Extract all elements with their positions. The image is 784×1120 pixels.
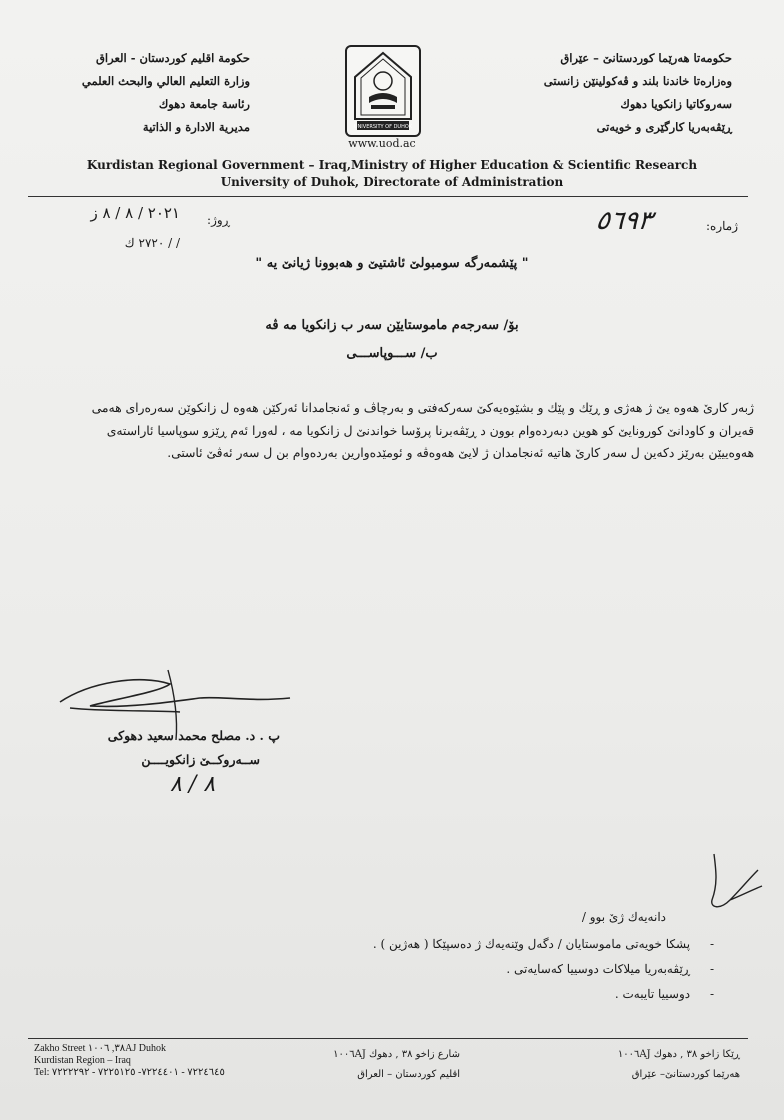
- body-line: هەوەییێن بەرێز دكەین ل سەر كارێ هاتیە ئەنجامدان ژ لایێ هەوەڤە و ئومێدەوارین بەردەوام بن ل سەر ئەڤێ ئاستی.: [167, 446, 754, 460]
- signatory-name: پ . د. مصلح محمد سعید دهوكی: [107, 728, 280, 743]
- footer-center: [300, 1045, 460, 1085]
- footer-left-line: Tel: ٧٢٢٤٦٤٥ - ٧٢٢٤٤٠١- ٧٢٢٥١٢٥ - ٧٢٢٢٢٩٢: [34, 1067, 225, 1078]
- slogan: " پێشمەرگە سومبولێ ئاشتیێ و هەبوونا ژیانێ یە ": [255, 256, 529, 271]
- date-line-1: ٢٠٢١ / ٨ / ٨ ز: [90, 204, 180, 222]
- date-line-2: / / ٢٧٢٠ ك: [124, 236, 180, 250]
- copies-item: [294, 962, 714, 976]
- recipient-line: بۆ/ سەرجەم ماموستایێن سەر ب زانكویا مە ڤە: [265, 318, 519, 333]
- number-value: ٥٦٩٣: [593, 206, 654, 236]
- footer-left-line: Kurdistan Region – Iraq: [34, 1055, 131, 1066]
- copies-item-text: پشكا خویەتی ماموستایان / دگەل وێنەیەك ژ دەسپێكا ( هەژین ) .: [372, 937, 691, 951]
- handwritten-date: ٨ / ٨: [170, 772, 216, 797]
- header-right-line: سەروكاتیا زانكویا دهوك: [620, 97, 732, 111]
- header-divider: [28, 196, 748, 197]
- header-right-block: [472, 47, 732, 139]
- initials-scribble-icon: [700, 850, 770, 920]
- copies-dash: -: [709, 987, 714, 1001]
- header-right-line: ڕێڤەبەریا كارگێری و خویەتی: [596, 120, 732, 134]
- footer-center-line: اقليم كوردستان – العراق: [357, 1069, 460, 1080]
- university-emblem-icon: [347, 47, 419, 135]
- body-line: قەیران و كاودانێ كورونایێ كو هوین دبەردەوام بوون د ڕێڤەبرنا پرۆسا خواندنێ ل زانكویا مە ، لەورا ئەم ڕێزو سوپاسیا ئاراستەی: [106, 423, 754, 438]
- website: www.uod.ac: [348, 137, 416, 150]
- university-logo: [345, 45, 421, 137]
- copies-item: [294, 987, 714, 1001]
- letter-body: [24, 397, 754, 465]
- header-left-line: مديرية الادارة و الذاتية: [142, 120, 250, 134]
- english-header-line2: University of Duhok, Directorate of Administration: [220, 175, 564, 189]
- copies-dash: -: [709, 962, 714, 976]
- copies-item-text: ڕێڤەبەریا میلاكات دوسییا كەسایەتی .: [506, 962, 691, 976]
- copies-item-text: دوسییا تایبەت .: [614, 987, 691, 1001]
- copies-item: [294, 937, 714, 951]
- header-right-line: حكومەتا هەرێما كوردستانێ – عێراق: [560, 51, 732, 65]
- footer-right: [540, 1045, 740, 1085]
- header-left-line: حكومة اقليم كوردستان - العراق: [96, 51, 250, 65]
- footer-right-line: ڕێكا زاخو ٣٨ , دهوك ١٠٠٦AJ: [617, 1049, 740, 1060]
- english-header-line1: Kurdistan Regional Government – Iraq,Ministry of Higher Education & Scientific Research: [86, 158, 698, 172]
- signatory-title: ســەروكــێ زانكویــــن: [141, 752, 260, 767]
- logo-text: UNIVERSITY OF DUHOK: [353, 124, 413, 130]
- copies-heading: دانەیەك ژێ بوو /: [581, 910, 666, 924]
- footer-right-line: هەرێما كوردستانێ– عێراق: [631, 1069, 740, 1080]
- header-left-line: وزارة التعليم العالي والبحث العلمي: [81, 74, 250, 88]
- date-label: ڕوژ:: [207, 213, 230, 227]
- copies-dash: -: [709, 937, 714, 951]
- footer-divider: [28, 1038, 748, 1039]
- header-left-block: [30, 47, 250, 139]
- header-left-line: رئاسة جامعة دهوك: [158, 97, 250, 111]
- header-right-line: وەزارەتا خاندنا بلند و ڤەكولینێن زانستی: [543, 74, 732, 88]
- footer-center-line: شارع زاخو ٣٨ , دهوك ١٠٠٦AJ: [333, 1049, 460, 1060]
- body-line: ژبەر كارێ هەوە یێ ژ هەژی و ڕێك و پێك و بشێوەیەكێ سەركەفتی و بەرچاڤ و ئەنجامدانا ئەركێن هەوە ل زانكوێن سەرەرای هەمی: [91, 401, 754, 415]
- footer-left-line: Zakho Street ٣٨, ١٠٠٦AJ Duhok: [34, 1043, 166, 1054]
- number-label: ژمارە:: [705, 219, 738, 233]
- subject-line: ب/ ســـوپاســـی: [346, 346, 438, 361]
- footer-left: [34, 1043, 274, 1079]
